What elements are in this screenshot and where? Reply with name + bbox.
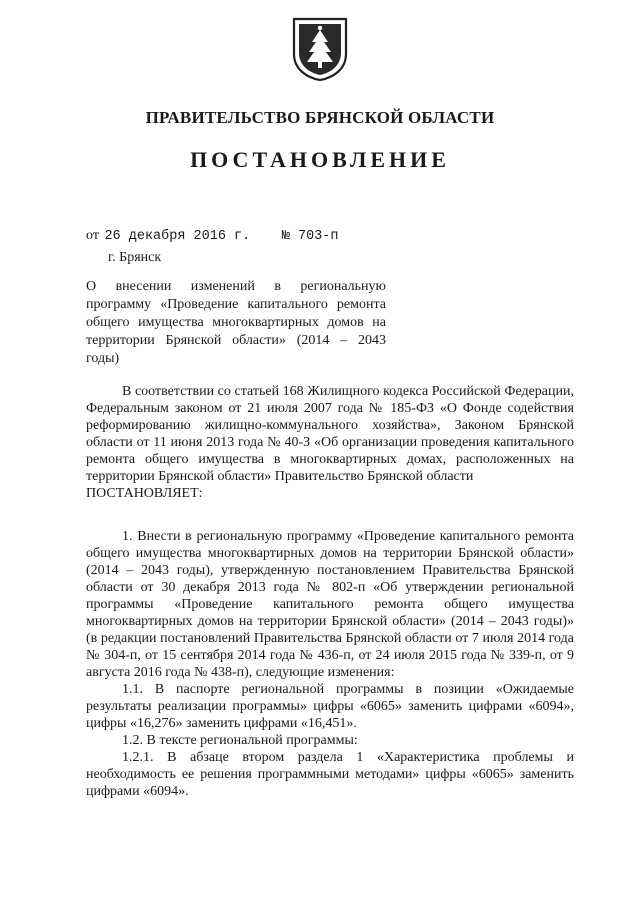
decree-word: ПОСТАНОВЛЯЕТ: bbox=[86, 486, 203, 501]
document-date: 26 декабря 2016 г. bbox=[104, 229, 251, 244]
date-prefix: от bbox=[86, 228, 99, 243]
item-paragraph: 1. Внести в региональную программу «Проведение капитального ремонта общего имущества многоквартирных домов на территории Брянской области» (2014 – 2043 годы), утвержденную постановлением Правительства Брянской области от 30 декабря 2013 года № 802-п «Об утверждении региональной программы «Проведение капитального ремонта общего имущества многоквартирных домов на территории Брянской области» (2014 – 2043 годы)» (в редакции постановлений Правительства Брянской области от 7 июля 2014 года № 304-п, от 15 сентября 2014 года № 436-п, от 24 июля 2015 года № 339-п, от 9 августа 2016 года № 438-п), следующие изменения: bbox=[86, 529, 574, 680]
document-number: № 703-п bbox=[281, 229, 339, 244]
organization-title: ПРАВИТЕЛЬСТВО БРЯНСКОЙ ОБЛАСТИ bbox=[145, 108, 495, 127]
preamble-paragraph: В соответствии со статьей 168 Жилищного кодекса Российской Федерации, Федеральным законом от 21 июля 2007 года № 185-ФЗ «О Фонде содействия реформированию жилищно-коммунального хозяйства», Законом Брянской области от 11 июня 2013 года № 40-З «Об организации проведения капитального ремонта общего имущества в многоквартирных домах, расположенных на территории Брянской области» Правительство Брянской области bbox=[86, 384, 574, 484]
coat-of-arms-icon bbox=[290, 16, 350, 82]
document-date-number bbox=[86, 228, 338, 244]
item-paragraph: 1.2. В тексте региональной программы: bbox=[122, 733, 358, 748]
document-body bbox=[86, 383, 574, 800]
item-paragraph: 1.1. В паспорте региональной программы в позиции «Ожидаемые результаты реализации программы» цифры «6065» заменить цифрами «6094», цифры «16,276» заменить цифрами «16,451». bbox=[86, 682, 574, 731]
document-city: г. Брянск bbox=[108, 250, 162, 265]
item-paragraph: 1.2.1. В абзаце втором раздела 1 «Характеристика проблемы и необходимость ее решения программными методами» цифры «6065» заменить цифрами «6094». bbox=[86, 750, 574, 799]
document-type-title: ПОСТАНОВЛЕНИЕ bbox=[190, 147, 450, 172]
document-subject: О внесении изменений в региональную программу «Проведение капитального ремонта общего имущества многоквартирных домов на территории Брянской области» (2014 – 2043 годы) bbox=[86, 279, 386, 366]
